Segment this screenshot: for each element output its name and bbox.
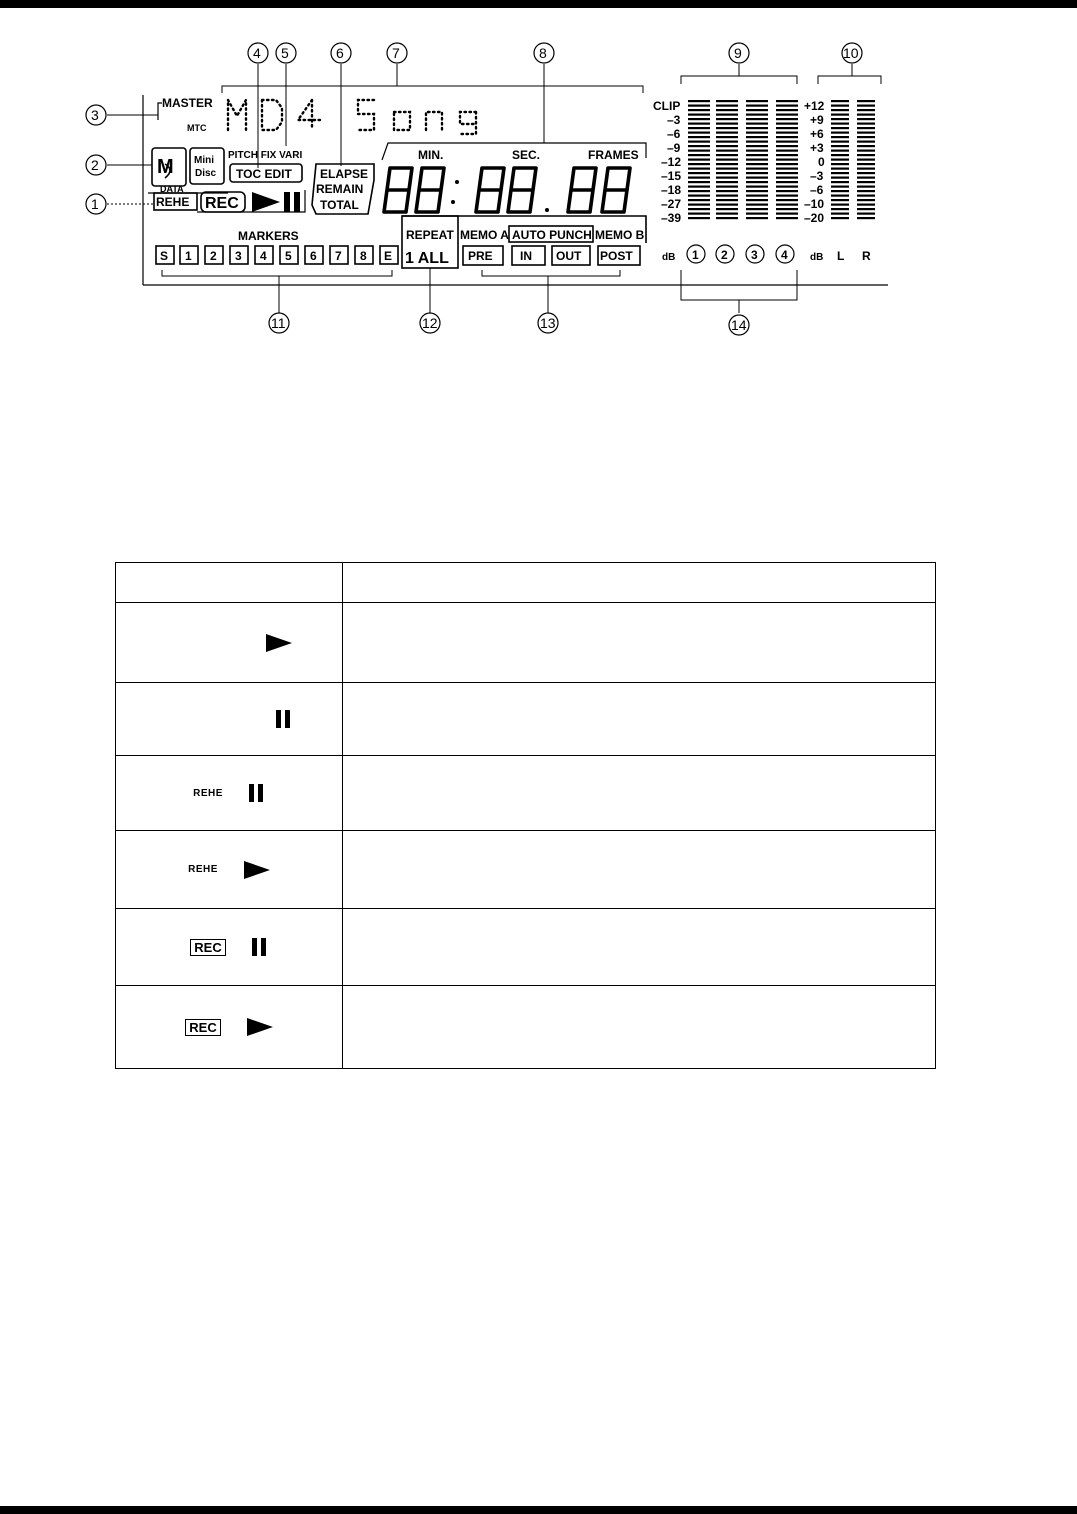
- meter-segment: [688, 141, 710, 143]
- svg-text:12: 12: [422, 315, 438, 331]
- svg-text:4: 4: [781, 248, 788, 262]
- meter-segment: [746, 195, 768, 197]
- mini-label: Mini: [194, 155, 214, 166]
- meter-segment: [776, 150, 798, 152]
- meter-segment: [857, 186, 875, 188]
- play-icon: [266, 634, 292, 652]
- meter-segment: [831, 186, 849, 188]
- meter-segment: [716, 145, 738, 147]
- meter-segment: [776, 123, 798, 125]
- meter-segment: [776, 109, 798, 111]
- meter-segment: [688, 163, 710, 165]
- meter-segment: [746, 114, 768, 116]
- meter-segment: [831, 132, 849, 134]
- meter-segment: [688, 190, 710, 192]
- meter-segment: [746, 190, 768, 192]
- meter-segment: [746, 154, 768, 156]
- description-cell: [343, 683, 936, 756]
- meter-segment: [776, 118, 798, 120]
- meter-segment: [776, 177, 798, 179]
- meter-segment: [716, 199, 738, 201]
- data-label: DATA: [160, 184, 184, 194]
- meter-segment: [857, 217, 875, 219]
- rec-label: REC: [205, 195, 239, 212]
- meter-segment: [746, 145, 768, 147]
- meter-segment: [716, 100, 738, 102]
- meter-segment: [831, 217, 849, 219]
- meter-segment: [776, 172, 798, 174]
- meter-segment: [688, 123, 710, 125]
- meter-segment: [716, 217, 738, 219]
- table-row: [116, 831, 936, 909]
- seven-segment-display: [384, 168, 630, 212]
- meter-segment: [857, 168, 875, 170]
- pause-icon: [249, 784, 265, 802]
- db-label-left: dB: [662, 252, 676, 263]
- meter-segment: [831, 190, 849, 192]
- svg-text:–39: –39: [661, 211, 682, 225]
- meter-segment: [776, 159, 798, 161]
- meter-segment: [746, 118, 768, 120]
- meter-segment: [857, 127, 875, 129]
- meter-segment: [831, 145, 849, 147]
- markers-label: MARKERS: [238, 229, 299, 243]
- meter-segment: [857, 190, 875, 192]
- meter-segment: [746, 213, 768, 215]
- svg-text:11: 11: [271, 315, 286, 331]
- pause-icon: [284, 192, 290, 212]
- meter-segment: [746, 132, 768, 134]
- meter-segment: [831, 159, 849, 161]
- meter-segment: [746, 181, 768, 183]
- meter-segment: [776, 217, 798, 219]
- one-all-label: 1 ALL: [405, 250, 449, 267]
- table-header-row: [116, 563, 936, 603]
- meter-segment: [831, 136, 849, 138]
- meter-segment: [857, 159, 875, 161]
- meter-segment: [688, 150, 710, 152]
- svg-text:OUT: OUT: [556, 249, 582, 263]
- meter-segment: [831, 213, 849, 215]
- bottom-rule: [0, 1506, 1077, 1514]
- svg-text:5: 5: [281, 45, 289, 61]
- svg-text:8: 8: [360, 249, 367, 263]
- meter-scale-left: [653, 99, 681, 225]
- play-icon: [252, 192, 280, 212]
- meter-segment: [857, 118, 875, 120]
- meter-segment: [688, 100, 710, 102]
- meter-segment: [857, 132, 875, 134]
- meter-segment: [716, 163, 738, 165]
- rehe-label: REHE: [156, 195, 190, 209]
- meter-segment: [831, 181, 849, 183]
- meter-segment: [831, 177, 849, 179]
- svg-text:–27: –27: [661, 197, 682, 211]
- meter-segment: [831, 118, 849, 120]
- svg-text:–6: –6: [667, 127, 681, 141]
- meter-segment: [688, 118, 710, 120]
- meter-segment: [831, 172, 849, 174]
- svg-text:–12: –12: [661, 155, 682, 169]
- meter-segment: [776, 213, 798, 215]
- total-label: TOTAL: [320, 198, 359, 212]
- meter-segment: [716, 190, 738, 192]
- bracket-7: [222, 86, 643, 93]
- elapse-label: ELAPSE: [320, 167, 369, 181]
- meter-segment: [776, 190, 798, 192]
- svg-text:1: 1: [692, 248, 699, 262]
- meter-segment: [776, 141, 798, 143]
- rehe-indicator: REHE: [193, 787, 223, 799]
- remain-label: REMAIN: [316, 182, 364, 196]
- meter-segment: [716, 213, 738, 215]
- meter-segment: [716, 168, 738, 170]
- meter-segment: [688, 159, 710, 161]
- meter-segment: [688, 168, 710, 170]
- meter-segment: [857, 213, 875, 215]
- min-label: MIN.: [418, 148, 444, 162]
- meter-segment: [688, 195, 710, 197]
- meter-segment: [716, 114, 738, 116]
- meter-segment: [857, 177, 875, 179]
- header-indicator-cell: [116, 563, 343, 603]
- master-label: MASTER: [162, 96, 213, 110]
- meter-segment: [776, 154, 798, 156]
- svg-text:1: 1: [185, 249, 192, 263]
- description-cell: [343, 831, 936, 909]
- meter-segment: [716, 141, 738, 143]
- meter-segment: [776, 195, 798, 197]
- meter-segment: [688, 172, 710, 174]
- meter-segment: [716, 186, 738, 188]
- meter-segment: [831, 208, 849, 210]
- rehe-indicator: REHE: [188, 864, 218, 875]
- meter-segment: [776, 181, 798, 183]
- svg-text:0: 0: [818, 155, 825, 169]
- svg-text:1: 1: [91, 196, 99, 212]
- meter-segment: [688, 208, 710, 210]
- meter-segment: [776, 132, 798, 134]
- lcd-diagram: [0, 0, 1077, 345]
- table-row: [116, 986, 936, 1069]
- meter-segment: [688, 105, 710, 107]
- svg-text:PRE: PRE: [468, 249, 493, 263]
- meter-segment: [831, 105, 849, 107]
- indicator-cell: [116, 603, 343, 683]
- dot-matrix-song: [356, 100, 476, 134]
- rec-indicator: REC: [185, 1019, 220, 1036]
- meter-segment: [857, 100, 875, 102]
- meter-segment: [776, 100, 798, 102]
- meter-segment: [831, 114, 849, 116]
- meter-segment: [857, 136, 875, 138]
- svg-text:–9: –9: [667, 141, 681, 155]
- svg-text:CLIP: CLIP: [653, 99, 681, 113]
- bracket-10: [818, 76, 881, 84]
- svg-text:–6: –6: [810, 183, 824, 197]
- meter-segment: [776, 127, 798, 129]
- meter-segment: [746, 163, 768, 165]
- meter-bars: [688, 100, 875, 219]
- svg-text:4: 4: [253, 45, 261, 61]
- table-row: [116, 683, 936, 756]
- md-text: MD4: [228, 128, 231, 129]
- svg-text:+6: +6: [810, 127, 824, 141]
- svg-text:5: 5: [285, 249, 292, 263]
- l-label: L: [837, 249, 845, 263]
- meter-segment: [746, 136, 768, 138]
- r-label: R: [862, 249, 871, 263]
- svg-text:2: 2: [210, 249, 217, 263]
- rec-indicator: REC: [190, 939, 225, 956]
- svg-text:–10: –10: [804, 197, 825, 211]
- meter-segment: [776, 186, 798, 188]
- meter-segment: [857, 114, 875, 116]
- svg-text:2: 2: [721, 248, 728, 262]
- meter-segment: [857, 109, 875, 111]
- bracket-9: [681, 76, 797, 84]
- meter-segment: [716, 109, 738, 111]
- meter-segment: [716, 132, 738, 134]
- md-logo-icon: M: [157, 156, 174, 178]
- transport-status-table: [115, 562, 936, 1069]
- marker-boxes: [156, 246, 398, 264]
- svg-text:–15: –15: [661, 169, 682, 183]
- channel-labels: [687, 245, 794, 263]
- meter-segment: [831, 100, 849, 102]
- svg-text:2: 2: [91, 157, 99, 173]
- repeat-label: REPEAT: [406, 228, 454, 242]
- dot-matrix-md4: [228, 100, 320, 130]
- meter-segment: [746, 123, 768, 125]
- meter-segment: [688, 127, 710, 129]
- meter-segment: [716, 154, 738, 156]
- svg-text:6: 6: [310, 249, 317, 263]
- meter-segment: [688, 109, 710, 111]
- toc-edit-label: TOC EDIT: [236, 167, 292, 181]
- meter-segment: [831, 150, 849, 152]
- svg-text:IN: IN: [520, 249, 532, 263]
- meter-segment: [831, 127, 849, 129]
- meter-segment: [857, 208, 875, 210]
- meter-segment: [688, 199, 710, 201]
- svg-text:9: 9: [734, 45, 742, 61]
- meter-segment: [716, 208, 738, 210]
- pitch-fix-vari-label: PITCH FIX VARI: [228, 150, 303, 161]
- meter-segment: [716, 181, 738, 183]
- punch-buttons: [463, 246, 640, 265]
- db-label-right: dB: [810, 252, 824, 263]
- meter-segment: [746, 100, 768, 102]
- meter-segment: [831, 109, 849, 111]
- meter-segment: [776, 204, 798, 206]
- meter-segment: [716, 127, 738, 129]
- indicator-cell: [116, 756, 343, 831]
- meter-segment: [776, 136, 798, 138]
- meter-segment: [831, 204, 849, 206]
- meter-segment: [746, 204, 768, 206]
- meter-segment: [831, 195, 849, 197]
- svg-text:+9: +9: [810, 113, 824, 127]
- svg-text:13: 13: [540, 315, 556, 331]
- disc-label: Disc: [195, 168, 217, 179]
- frames-label: FRAMES: [588, 148, 639, 162]
- meter-segment: [688, 114, 710, 116]
- svg-text:+12: +12: [804, 99, 825, 113]
- pause-icon: [252, 938, 268, 956]
- meter-segment: [716, 123, 738, 125]
- svg-text:7: 7: [392, 45, 400, 61]
- svg-text:S: S: [160, 249, 169, 263]
- svg-text:14: 14: [731, 317, 747, 333]
- meter-segment: [857, 199, 875, 201]
- svg-text:4: 4: [260, 249, 267, 263]
- meter-segment: [746, 141, 768, 143]
- indicator-cell: [116, 986, 343, 1069]
- meter-segment: [746, 217, 768, 219]
- table-row: [116, 603, 936, 683]
- auto-punch-label: AUTO PUNCH: [512, 228, 592, 242]
- meter-segment: [831, 154, 849, 156]
- meter-segment: [716, 118, 738, 120]
- play-icon: [244, 861, 270, 879]
- meter-segment: [688, 136, 710, 138]
- meter-segment: [776, 208, 798, 210]
- svg-text:3: 3: [751, 248, 758, 262]
- description-cell: [343, 909, 936, 986]
- meter-segment: [746, 150, 768, 152]
- memo-b-label: MEMO B: [595, 228, 645, 242]
- meter-segment: [857, 181, 875, 183]
- description-cell: [343, 986, 936, 1069]
- bracket-13: [482, 270, 620, 276]
- memo-a-label: MEMO A: [460, 228, 509, 242]
- meter-segment: [831, 123, 849, 125]
- meter-segment: [688, 217, 710, 219]
- svg-text:8: 8: [539, 45, 547, 61]
- sec-label: SEC.: [512, 148, 541, 162]
- meter-segment: [857, 154, 875, 156]
- meter-segment: [716, 172, 738, 174]
- meter-segment: [716, 136, 738, 138]
- meter-segment: [776, 168, 798, 170]
- indicator-cell: [116, 831, 343, 909]
- meter-segment: [746, 177, 768, 179]
- svg-text:3: 3: [235, 249, 242, 263]
- svg-text:–3: –3: [810, 169, 824, 183]
- meter-segment: [857, 204, 875, 206]
- meter-segment: [746, 105, 768, 107]
- meter-segment: [776, 114, 798, 116]
- table-row: [116, 909, 936, 986]
- svg-text:–20: –20: [804, 211, 825, 225]
- meter-segment: [688, 181, 710, 183]
- meter-segment: [857, 123, 875, 125]
- meter-segment: [776, 163, 798, 165]
- meter-segment: [746, 168, 768, 170]
- meter-segment: [716, 204, 738, 206]
- svg-text:–18: –18: [661, 183, 682, 197]
- meter-segment: [857, 141, 875, 143]
- meter-segment: [831, 141, 849, 143]
- meter-segment: [688, 132, 710, 134]
- svg-text:–3: –3: [667, 113, 681, 127]
- meter-segment: [857, 163, 875, 165]
- meter-segment: [857, 150, 875, 152]
- meter-segment: [716, 159, 738, 161]
- meter-segment: [831, 163, 849, 165]
- svg-text:7: 7: [335, 249, 342, 263]
- meter-segment: [857, 145, 875, 147]
- svg-text:POST: POST: [600, 249, 633, 263]
- header-description-cell: [343, 563, 936, 603]
- description-cell: [343, 603, 936, 683]
- mtc-label: MTC: [187, 123, 207, 133]
- svg-text:+3: +3: [810, 141, 824, 155]
- meter-segment: [831, 199, 849, 201]
- meter-segment: [746, 109, 768, 111]
- meter-scale-right: [804, 99, 825, 225]
- meter-segment: [688, 145, 710, 147]
- play-icon: [247, 1018, 273, 1036]
- meter-segment: [716, 105, 738, 107]
- meter-segment: [776, 199, 798, 201]
- indicator-cell: [116, 683, 343, 756]
- meter-segment: [746, 159, 768, 161]
- meter-segment: [746, 208, 768, 210]
- meter-segment: [688, 213, 710, 215]
- meter-segment: [857, 195, 875, 197]
- meter-segment: [831, 168, 849, 170]
- meter-segment: [746, 127, 768, 129]
- indicator-cell: [116, 909, 343, 986]
- meter-segment: [688, 154, 710, 156]
- description-cell: [343, 756, 936, 831]
- meter-segment: [716, 195, 738, 197]
- meter-segment: [746, 199, 768, 201]
- meter-segment: [857, 172, 875, 174]
- meter-segment: [746, 172, 768, 174]
- pause-icon: [276, 710, 292, 728]
- meter-segment: [688, 204, 710, 206]
- table-row: [116, 756, 936, 831]
- meter-segment: [716, 177, 738, 179]
- bracket-11: [162, 270, 392, 276]
- meter-segment: [746, 186, 768, 188]
- meter-segment: [688, 177, 710, 179]
- svg-text:E: E: [384, 249, 393, 263]
- svg-text:10: 10: [843, 45, 859, 61]
- svg-text:6: 6: [336, 45, 344, 61]
- meter-segment: [776, 105, 798, 107]
- meter-segment: [716, 150, 738, 152]
- callout-numbers: [86, 43, 862, 335]
- meter-segment: [857, 105, 875, 107]
- song-text: Song: [358, 128, 361, 129]
- meter-segment: [776, 145, 798, 147]
- meter-segment: [688, 186, 710, 188]
- svg-text:3: 3: [91, 107, 99, 123]
